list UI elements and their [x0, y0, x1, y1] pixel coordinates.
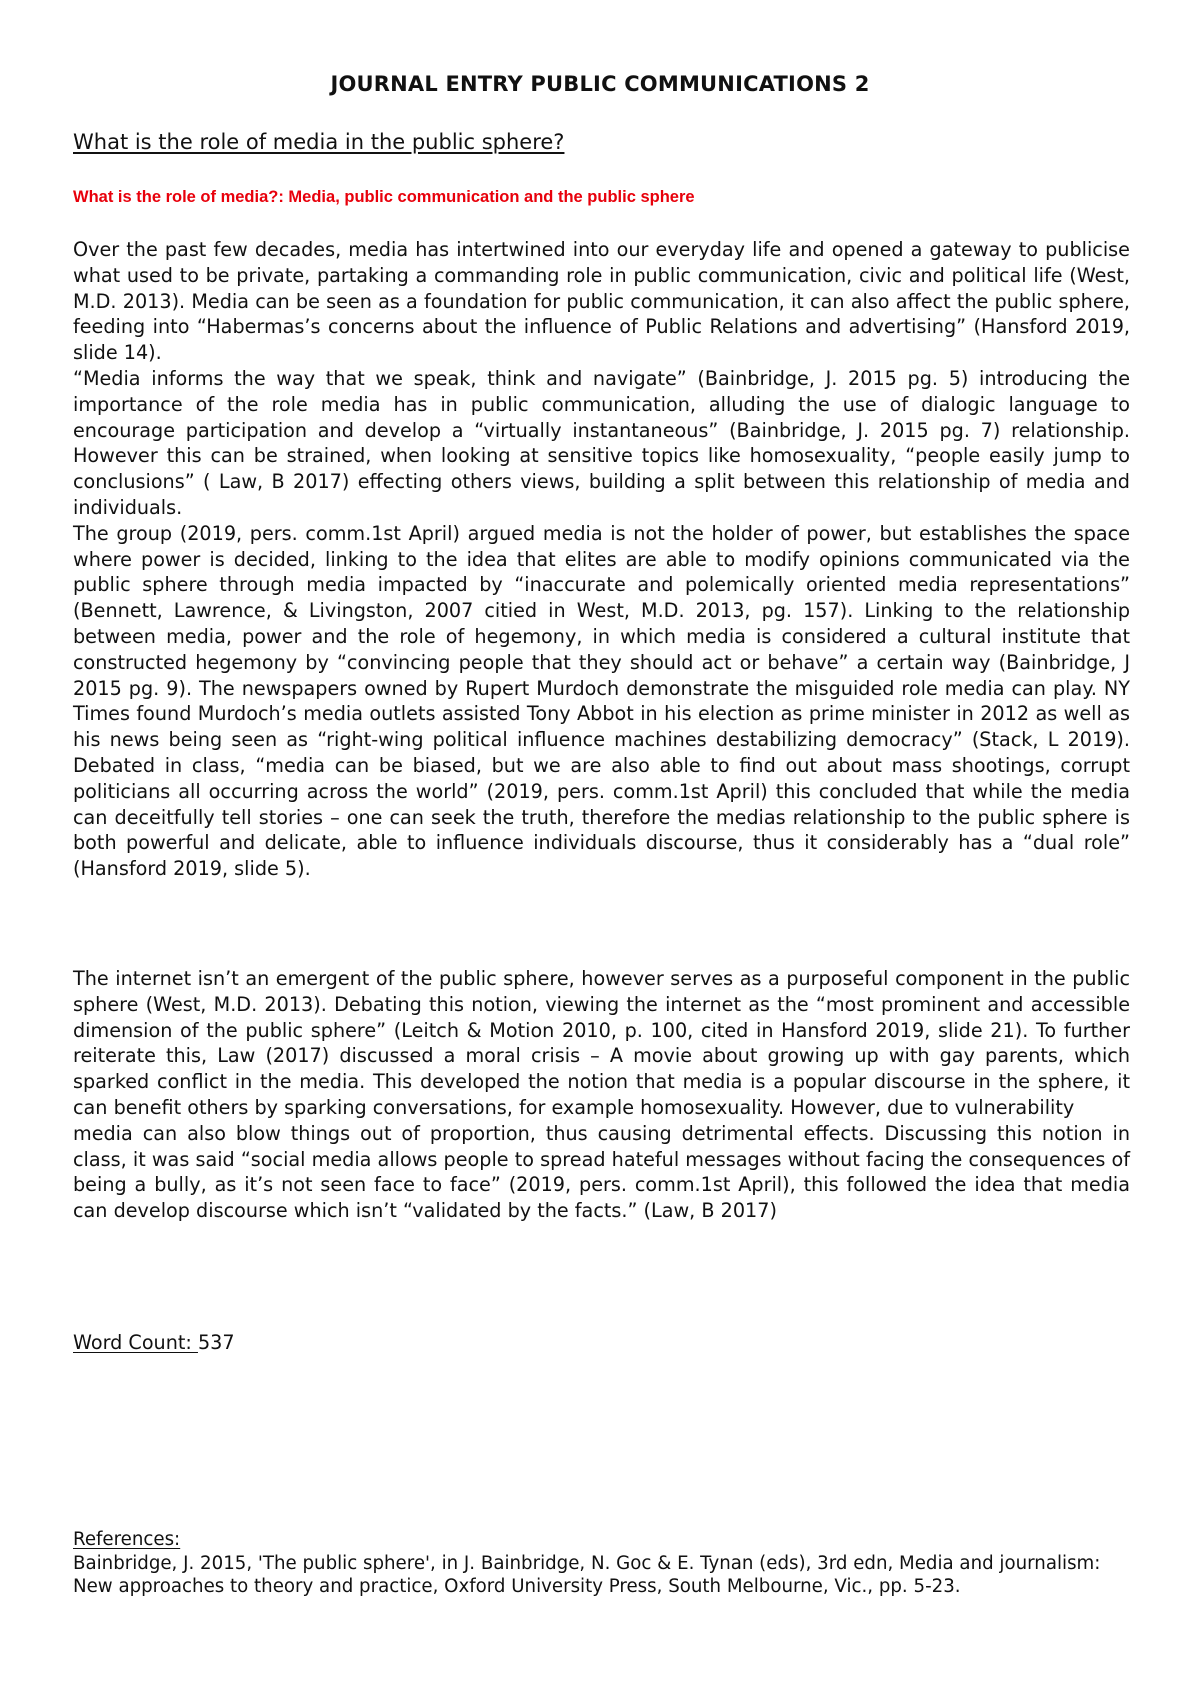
body-paragraph: Over the past few decades, media has intertwined into our everyday life and opened a gateway to publicise what used to be private, partaking a commanding role in public communication, civic and political life (West, M.D. 2013). Media can be seen as a foundation for public communication, it can also affect the public sphere, feeding into “Habermas’s concerns about the influence of Public Relations and advertising” (Hansford 2019, slide 14).	[73, 238, 1130, 365]
references-label: References:	[73, 1529, 181, 1550]
word-count-label: Word Count:	[73, 1331, 198, 1354]
body-section-2	[73, 966, 1130, 1224]
body-paragraph: media can also blow things out of proportion, thus causing detrimental effects. Discussing this notion in class, it was said “social media allows people to spread hateful messages without facing the consequences of being a bully, as it’s not seen face to face” (2019, pers. comm.1st April), this followed the idea that media can develop discourse which isn’t “validated by the facts.” (Law, B 2017)	[73, 1121, 1130, 1223]
body-paragraph: The group (2019, pers. comm.1st April) argued media is not the holder of power, but establishes the space where power is decided, linking to the idea that elites are able to modify opinions communicated via the public sphere through media impacted by “inaccurate and polemically oriented media representations” (Bennett, Lawrence, & Livingston, 2007 citied in West, M.D. 2013, pg. 157). Linking to the relationship between media, power and the role of hegemony, in which media is considered a cultural institute that constructed hegemony by “convincing people that they should act or behave” a certain way (Bainbridge, J 2015 pg. 9). The newspapers owned by Rupert Murdoch demonstrate the misguided role media can play. NY Times found Murdoch’s media outlets assisted Tony Abbot in his election as prime minister in 2012 as well as his news being seen as “right-wing political influence machines destabilizing democracy” (Stack, L 2019). Debated in class, “media can be biased, but we are also able to find out about mass shootings, corrupt politicians all occurring across the world” (2019, pers. comm.1st April) this concluded that while the media can deceitfully tell stories – one can seek the truth, therefore the medias relationship to the public sphere is both powerful and delicate, able to influence individuals discourse, thus it considerably has a “dual role” (Hansford 2019, slide 5).	[73, 521, 1130, 881]
body-paragraph: “Media informs the way that we speak, think and navigate” (Bainbridge, J. 2015 pg. 5) introducing the importance of the role media has in public communication, alluding the use of dialogic language to encourage participation and develop a “virtually instantaneous” (Bainbridge, J. 2015 pg. 7) relationship. However this can be strained, when looking at sensitive topics like homosexuality, “people easily jump to conclusions” ( Law, B 2017) effecting others views, building a split between this relationship of media and individuals.	[73, 366, 1130, 519]
document-question-heading: What is the role of media in the public sphere?	[73, 130, 565, 154]
body-paragraph: The internet isn’t an emergent of the public sphere, however serves as a purposeful component in the public sphere (West, M.D. 2013). Debating this notion, viewing the internet as the “most prominent and accessible dimension of the public sphere” (Leitch & Motion 2010, p. 100, cited in Hansford 2019, slide 21). To further reiterate this, Law (2017) discussed a moral crisis – A movie about growing up with gay parents, which sparked conflict in the media. This developed the notion that media is a popular discourse in the sphere, it can benefit others by sparking conversations, for example homosexuality. However, due to vulnerability	[73, 967, 1130, 1119]
word-count	[73, 1331, 235, 1354]
document-title: JOURNAL ENTRY PUBLIC COMMUNICATIONS 2	[330, 72, 870, 96]
body-section-1	[73, 237, 1130, 882]
references-section	[73, 1528, 1130, 1599]
word-count-value: 537	[197, 1331, 235, 1354]
document-subheading: What is the role of media?: Media, public communication and the public sphere	[73, 188, 695, 206]
reference-entry: Bainbridge, J. 2015, 'The public sphere', in J. Bainbridge, N. Goc & E. Tynan (eds), 3rd edn, Media and journalism: New approaches to theory and practice, Oxford University Press, South Melbourne, Vic., pp. 5-23.	[73, 1552, 1101, 1597]
